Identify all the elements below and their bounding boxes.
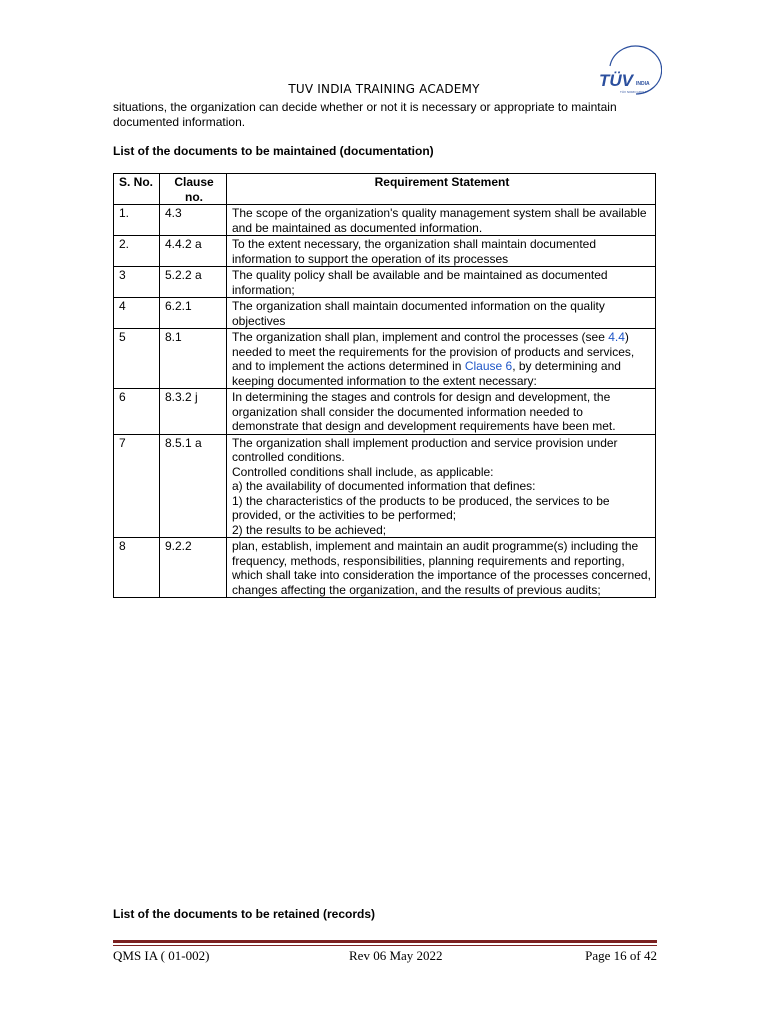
- cell-requirement: [227, 329, 656, 389]
- clause-4-4-link[interactable]: 4.4: [608, 330, 625, 344]
- page-header-title: TUV INDIA TRAINING ACADEMY: [288, 82, 480, 96]
- cell-sno: 2.: [114, 236, 160, 267]
- cell-clause: 4.3: [160, 205, 227, 236]
- table-row: [114, 298, 656, 329]
- cell-sno: 5: [114, 329, 160, 389]
- header-clause: Clause no.: [160, 174, 227, 205]
- logo-sub-text: INDIA: [636, 81, 650, 87]
- cell-requirement: The scope of the organization's quality management system shall be available and be maintained as documented information.: [227, 205, 656, 236]
- cell-clause: 4.4.2 a: [160, 236, 227, 267]
- cell-requirement: In determining the stages and controls for design and development, the organization shall consider the documented information needed to demonstrate that design and development requirements have been met.: [227, 389, 656, 435]
- header-sno: S. No.: [114, 174, 160, 205]
- cell-clause: 8.5.1 a: [160, 434, 227, 538]
- cell-clause: 5.2.2 a: [160, 267, 227, 298]
- logo-brand-text: TÜV: [599, 71, 633, 90]
- footer-rule-thin: [113, 945, 657, 946]
- table-row: [114, 236, 656, 267]
- clause-6-link[interactable]: Clause 6: [464, 359, 513, 373]
- requirement-text: ) needed to meet the requirements for the provision of products and services, and to implement the actions determined in: [232, 330, 635, 373]
- cell-sno: 4: [114, 298, 160, 329]
- cell-requirement: plan, establish, implement and maintain an audit programme(s) including the frequency, methods, responsibilities, planning requirements and reporting, which shall take into consideration the importance of the processes concerned, changes affecting the organization, and the results of previous audits;: [227, 538, 656, 598]
- requirement-line: 2) the results to be achieved;: [232, 522, 387, 537]
- requirement-line: Controlled conditions shall include, as applicable:: [232, 464, 494, 479]
- cell-clause: 9.2.2: [160, 538, 227, 598]
- cell-requirement: The quality policy shall be available and be maintained as documented information;: [227, 267, 656, 298]
- cell-clause: 6.2.1: [160, 298, 227, 329]
- requirement-text: , by determining and keeping documented information to the extent necessary:: [232, 359, 621, 388]
- intro-paragraph: situations, the organization can decide whether or not it is necessary or appropriate to maintain documented information.: [113, 100, 617, 129]
- requirement-text: The organization shall plan, implement and control the processes (see: [232, 330, 609, 344]
- cell-requirement: To the extent necessary, the organization shall maintain documented information to support the operation of its processes: [227, 236, 656, 267]
- table-row: [114, 205, 656, 236]
- table-row: [114, 329, 656, 389]
- cell-clause: 8.1: [160, 329, 227, 389]
- cell-sno: 1.: [114, 205, 160, 236]
- cell-sno: 8: [114, 538, 160, 598]
- header-requirement: Requirement Statement: [227, 174, 656, 205]
- tuv-india-logo: [596, 44, 662, 98]
- logo-group-text: TÜV NORD GROUP: [620, 90, 648, 94]
- table-header-row: [114, 174, 656, 205]
- section-heading-retained: List of the documents to be retained (records): [113, 907, 376, 921]
- cell-sno: 7: [114, 434, 160, 538]
- table-row: [114, 389, 656, 435]
- table-row: [114, 267, 656, 298]
- documents-table: [113, 173, 656, 598]
- requirement-line: a) the availability of documented information that defines:: [232, 479, 536, 493]
- footer-rule-thick: [113, 940, 657, 943]
- cell-sno: 6: [114, 389, 160, 435]
- section-heading-maintained: List of the documents to be maintained (documentation): [113, 144, 434, 158]
- cell-sno: 3: [114, 267, 160, 298]
- cell-clause: 8.3.2 j: [160, 389, 227, 435]
- footer-doc-id: QMS IA ( 01-002): [113, 948, 210, 963]
- footer-page-number: Page 16 of 42: [585, 948, 657, 963]
- footer-revision: Rev 06 May 2022: [349, 948, 443, 963]
- cell-requirement: The organization shall maintain documented information on the quality objectives: [227, 298, 656, 329]
- requirement-line: The organization shall implement production and service provision under controlled conditions.: [232, 435, 618, 464]
- table-row: [114, 538, 656, 598]
- cell-requirement: [227, 434, 656, 538]
- requirement-line: 1) the characteristics of the products to be produced, the services to be provided, or the activities to be performed;: [232, 493, 610, 522]
- table-row: [114, 434, 656, 538]
